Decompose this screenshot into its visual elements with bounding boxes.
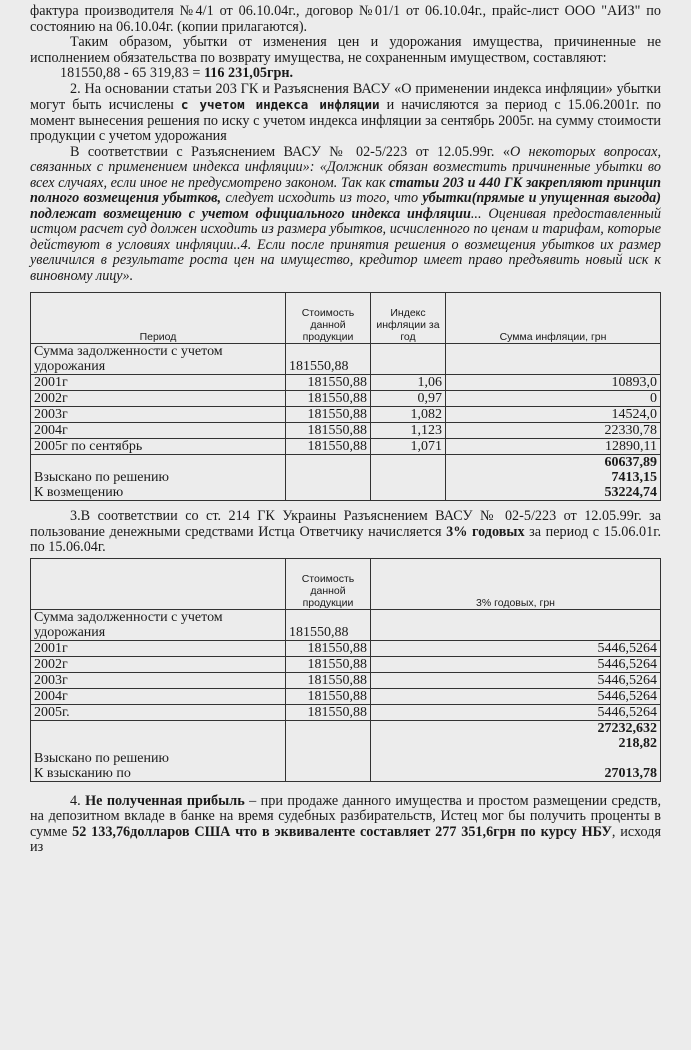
row-label: 2003г (31, 407, 286, 423)
table-row (31, 391, 661, 407)
header-period: Период (31, 293, 286, 344)
table-totals-row (31, 720, 661, 781)
intro-line: фактура производителя №4/1 от 06.10.04г., договор №01/1 от 06.10.04г., прайс-лист ООО "АИЗ" по состоянию на 06.10.04г. (копии прилагаются). (30, 3, 661, 35)
row-cost: 181550,88 (286, 609, 371, 640)
totals-values (446, 455, 661, 501)
row-annual: 5446,5264 (371, 672, 661, 688)
calc-expression: 181550,88 - 65 319,83 = (60, 65, 204, 81)
quote-bold-2: убытки(прямые и упущенная выгода) подлежат возмещению с учетом официального индекса инфляции (30, 190, 662, 222)
table-row (31, 375, 661, 391)
row-cost: 181550,88 (286, 391, 371, 407)
annual-text-post: за период с 15.06.01г. по 15.06.04г. (30, 523, 661, 555)
row-annual: 5446,5264 (371, 656, 661, 672)
row-sum: 14524,0 (446, 407, 661, 423)
table-row (31, 672, 661, 688)
table-header-row (31, 558, 661, 609)
total-sum: 60637,89 (604, 455, 657, 470)
quote-lead: В соответствии с Разъяснением ВАСУ № 02-5/223 от 12.05.99г. « (70, 143, 510, 160)
header-empty (31, 558, 286, 609)
total-compensation: 53224,74 (604, 485, 657, 500)
row-cost: 181550,88 (286, 375, 371, 391)
row-cost: 181550,88 (286, 688, 371, 704)
quote-italic-1: О некоторых вопросах, связанных с применением индекса инфляции»: «Должник обязан возместить причиненные убытки во всех случаях, если иное не предусмотрено законом. Так как (30, 143, 661, 191)
row-label: 2003г (31, 672, 286, 688)
row-annual: 5446,5264 (371, 688, 661, 704)
row-cost: 181550,88 (286, 407, 371, 423)
row-label: 2005г по сентябрь (31, 439, 286, 455)
header-cost: Стоимость данной продукции (286, 558, 371, 609)
total-label-compensation: К возмещению (34, 485, 124, 500)
row-sum: 10893,0 (446, 375, 661, 391)
lost-profit-amount: 52 133,76долларов США что в эквиваленте составляет 277 351,6грн по курсу НБУ (72, 823, 612, 840)
row-index (371, 344, 446, 375)
totals-labels (31, 455, 286, 501)
row-index: 1,082 (371, 407, 446, 423)
annual-text-bold: 3% годовых (446, 523, 525, 540)
inflation-text-bold: с учетом индекса инфляции (180, 97, 380, 112)
row-annual: 5446,5264 (371, 704, 661, 720)
row-cost: 181550,88 (286, 640, 371, 656)
calc-result: 116 231,05грн. (203, 65, 294, 81)
table-header-row (31, 293, 661, 344)
row-index: 1,071 (371, 439, 446, 455)
inflation-table (30, 292, 661, 501)
header-cost: Стоимость данной продукции (286, 293, 371, 344)
row-cost: 181550,88 (286, 672, 371, 688)
row-cost: 181550,88 (286, 704, 371, 720)
total-decision: 7413,15 (611, 470, 657, 485)
header-index: Индекс инфляции за год (371, 293, 446, 344)
inflation-text-post: и начисляются за период с 15.06.2001г. по момент вынесения решения по иску с учетом индекса инфляции за сентябрь 2005г. на сумму стоимости продукции с учетом удорожания (30, 97, 661, 144)
lost-profit-title: Не полученная прибыль (85, 792, 245, 809)
row-sum (446, 344, 661, 375)
lost-profit-num: 4. (70, 792, 86, 809)
row-index: 0,97 (371, 391, 446, 407)
quote-italic-2: следует исходить из того, что (221, 190, 423, 206)
row-label: 2005г. (31, 704, 286, 720)
quote-bold-1: статьи 203 и 440 ГК закрепляют принцип полного возмещения убытков, (30, 174, 661, 206)
table-row (31, 656, 661, 672)
annual-text-pre: 3.В соответствии со ст. 214 ГК Украины Разъяснением ВАСУ № 02-5/223 от 12.05.99г. за пользование денежными средствами Истца Ответчику начисляется (30, 508, 661, 540)
total-recovery: 27013,78 (604, 765, 657, 781)
totals-labels (31, 720, 286, 781)
inflation-paragraph (30, 82, 661, 145)
header-annual: 3% годовых, грн (371, 558, 661, 609)
total-sum: 27232,632 (597, 720, 657, 736)
row-index: 1,06 (371, 375, 446, 391)
table-row (31, 704, 661, 720)
table-row (31, 439, 661, 455)
vasu-quote-paragraph (30, 145, 661, 285)
row-label: Сумма задолженности с учетом удорожания (31, 344, 286, 375)
row-label: Сумма задолженности с учетом удорожания (31, 609, 286, 640)
row-cost: 181550,88 (286, 656, 371, 672)
inflation-text-pre: 2. На основании статьи 203 ГК и Разъяснения ВАСУ «О применении индекса инфляции» убытки могут быть исчислены (30, 80, 661, 113)
table-row (31, 407, 661, 423)
annual-percent-table (30, 558, 661, 782)
row-label: 2002г (31, 391, 286, 407)
row-sum: 12890,11 (446, 439, 661, 455)
row-label: 2004г (31, 688, 286, 704)
table-row (31, 640, 661, 656)
quote-italic-3: ... Оценивая предоставленный истцом расчет суд должен исходить из размера убытков, исчисленного по ценам и тарифам, которые действуют в условиях инфляции..4. Если после принятия решения о возмещения убытков их размер увеличился в результате роста цен на имущество, кредитор имеет право предъявить новый иск к виновному лицу». (30, 205, 662, 284)
total-label-decision: Взыскано по решению (34, 750, 169, 766)
row-index: 1,123 (371, 423, 446, 439)
table-totals-row (31, 455, 661, 501)
row-label: 2002г (31, 656, 286, 672)
row-label: 2004г (31, 423, 286, 439)
lost-profit-tail: , исходя из (30, 823, 661, 855)
totals-values (371, 720, 661, 781)
table-row (31, 344, 661, 375)
annual-percent-paragraph (30, 509, 661, 556)
losses-calculation (30, 66, 661, 82)
lost-profit-paragraph (30, 794, 661, 856)
total-decision: 218,82 (618, 735, 657, 751)
row-annual: 5446,5264 (371, 640, 661, 656)
row-sum: 0 (446, 391, 661, 407)
total-label-recovery: К взысканию по (34, 765, 131, 781)
total-label-decision: Взыскано по решению (34, 470, 169, 485)
table-row (31, 609, 661, 640)
row-annual (371, 609, 661, 640)
losses-paragraph: Таким образом, убытки от изменения цен и удорожания имущества, причиненные не исполнением обязательства по возврату имущества, не сохраненным имуществом, составляют: (30, 34, 661, 66)
header-inflation-sum: Сумма инфляции, грн (446, 293, 661, 344)
row-cost: 181550,88 (286, 344, 371, 375)
table-row (31, 688, 661, 704)
row-cost: 181550,88 (286, 439, 371, 455)
lost-profit-text: – при продаже данного имущества и простом размещении средств, на депозитном вкладе в банке на время судебных разбирательств, Истец мог бы получить проценты в сумме (30, 792, 661, 840)
table-row (31, 423, 661, 439)
row-sum: 22330,78 (446, 423, 661, 439)
row-label: 2001г (31, 640, 286, 656)
row-label: 2001г (31, 375, 286, 391)
row-cost: 181550,88 (286, 423, 371, 439)
